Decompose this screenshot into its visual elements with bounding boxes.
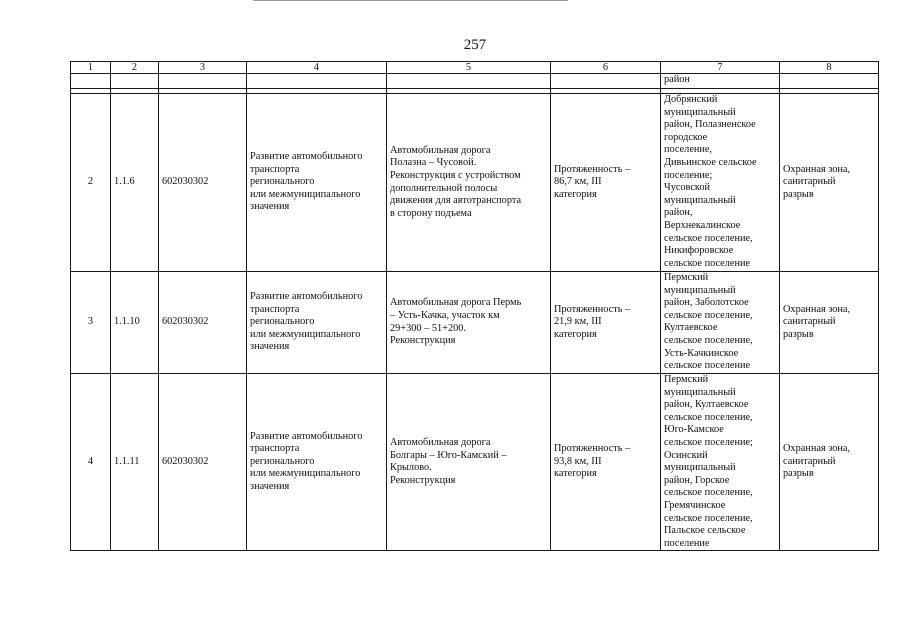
cont-cell-1: [71, 74, 111, 89]
row-kbk: 602030302: [159, 94, 247, 272]
cont-cell-7: район: [661, 74, 780, 89]
row-zone: [780, 374, 879, 551]
header-col-5: 5: [387, 62, 551, 74]
row-zone: [780, 94, 879, 272]
row-zone-text: Охранная зона, санитарный разрыв: [783, 303, 851, 340]
row-object: [387, 272, 551, 374]
cont-cell-2: [111, 74, 159, 89]
row-object-text: Автомобильная дорога Пермь – Усть-Качка, участок км 29+300 – 51+200. Реконструкция: [390, 297, 522, 347]
row-purpose-text: Развитие автомобильного транспорта регионального или межмуниципального значения: [250, 291, 363, 353]
cont-cell-4: [247, 74, 387, 89]
table-header-row: [71, 62, 879, 74]
row-characteristics: [551, 94, 661, 272]
row-purpose-text: Развитие автомобильного транспорта регионального или межмуниципального значения: [250, 151, 363, 213]
territorial-planning-table: [70, 61, 879, 551]
row-characteristics: [551, 374, 661, 551]
header-col-8: 8: [780, 62, 879, 74]
row-code: 1.1.6: [111, 94, 159, 272]
continuation-row: [71, 74, 879, 89]
header-col-3: 3: [159, 62, 247, 74]
scan-top-edge-line: [253, 0, 568, 1]
header-col-4: 4: [247, 62, 387, 74]
row-purpose: [247, 94, 387, 272]
row-object-text: Автомобильная дорога Полазна – Чусовой. Реконструкция с устройством дополнительной полосы движения для автотранспорта в сторону подъема: [390, 144, 522, 219]
table-row: [71, 272, 879, 374]
row-number: 2: [71, 94, 111, 272]
header-col-6: 6: [551, 62, 661, 74]
row-purpose: [247, 272, 387, 374]
page-number: 257: [463, 37, 487, 53]
row-location: [661, 94, 780, 272]
cont-cell-5: [387, 74, 551, 89]
table-row: [71, 374, 879, 551]
row-purpose-text: Развитие автомобильного транспорта регионального или межмуниципального значения: [250, 430, 363, 493]
row-object: [387, 374, 551, 551]
row-code: 1.1.10: [111, 272, 159, 374]
row-number: 4: [71, 374, 111, 551]
cont-cell-6: [551, 74, 661, 89]
row-characteristics-text: Протяженность – 93,8 км, III категория: [554, 443, 631, 480]
row-number: 3: [71, 272, 111, 374]
row-zone-text: Охранная зона, санитарный разрыв: [783, 163, 851, 200]
row-location: [661, 272, 780, 374]
row-location: [661, 374, 780, 551]
cont-cell-3: [159, 74, 247, 89]
row-location-text: Пермский муниципальный район, Заболотское сельское поселение, Култаевское сельское поселение, Усть-Качкинское сельское поселение: [664, 272, 753, 372]
row-characteristics-text: Протяженность – 86,7 км, III категория: [554, 163, 631, 200]
row-kbk: 602030302: [159, 272, 247, 374]
row-zone-text: Охранная зона, санитарный разрыв: [783, 443, 851, 480]
cont-cell-8: [780, 74, 879, 89]
row-location-text: Пермский муниципальный район, Култаевское сельское поселение, Юго-Камское сельское поселение; Осинский муниципальный район, Горское сельское поселение, Гремячинское сельское поселение, Пальское сельское поселение: [664, 374, 753, 549]
row-location-text: Добрянский муниципальный район, Полазненское городское поселение, Дивьинское сельское поселение; Чусовской муниципальный район, Верхнекалинское сельское поселение, Никифоровское сельское поселение: [664, 94, 757, 269]
row-characteristics-text: Протяженность – 21,9 км, III категория: [554, 303, 631, 340]
header-col-1: 1: [71, 62, 111, 74]
row-purpose: [247, 374, 387, 551]
header-col-7: 7: [661, 62, 780, 74]
row-code: 1.1.11: [111, 374, 159, 551]
row-zone: [780, 272, 879, 374]
table-row: [71, 94, 879, 272]
header-col-2: 2: [111, 62, 159, 74]
row-object: [387, 94, 551, 272]
row-object-text: Автомобильная дорога Болгары – Юго-Камский – Крылово. Реконструкция: [390, 436, 507, 486]
row-kbk: 602030302: [159, 374, 247, 551]
row-characteristics: [551, 272, 661, 374]
